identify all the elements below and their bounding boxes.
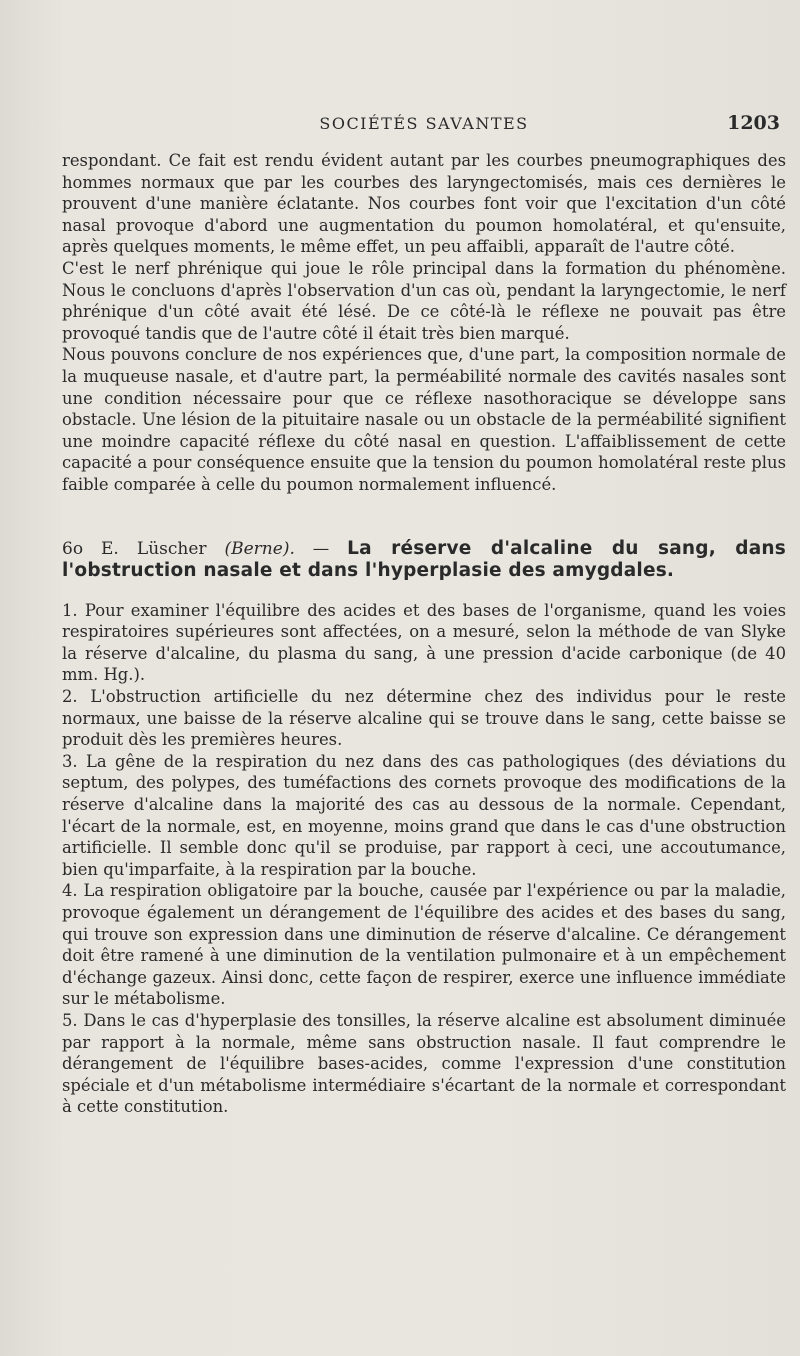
section-place: (Berne).: [224, 538, 295, 559]
numbered-item: 4. La respiration obligatoire par la bouche, causée par l'expérience ou par la maladie, provoque également un dérangement de l'équilibre des acides et des bases du sang, qui trouve son expression dans une diminution de réserve d'alcaline. Ce dérangement doit être ramené à une diminution de la ventilation pulmonaire et à un empêchement d'échange gazeux. Ainsi donc, cette façon de respirer, exerce une influence immédiate sur le métabolisme.: [62, 881, 786, 1009]
paragraph: respondant. Ce fait est rendu évident autant par les courbes pneumographiques des hommes normaux que par les courbes des laryngectomisés, mais ces dernières le prouvent d'une manière éclatante. Nos courbes font voir que l'excitation d'un côté nasal provoque d'abord une augmentation du poumon homolatéral, et qu'ensuite, après quelques moments, le même effet, un peu affaibli, apparaît de l'autre côté.: [62, 151, 786, 257]
section-dash: —: [312, 538, 330, 558]
section-heading: La réserve d'alcaline du sang, dans l'obstruction nasale et dans l'hyperplasie des amygdales.: [62, 537, 786, 582]
article-body: [62, 150, 786, 1118]
paragraph: C'est le nerf phrénique qui joue le rôle principal dans la formation du phénomène. Nous le concluons d'après l'observation d'un cas où, pendant la laryngectomie, le nerf phrénique d'un côté avait été lésé. De ce côté-là le réflexe ne pouvait pas être provoqué tandis que de l'autre côté il était très bien marqué.: [62, 258, 786, 343]
section-title: [62, 538, 786, 582]
numbered-item: 3. La gêne de la respiration du nez dans des cas pathologiques (des déviations du septum, des polypes, des tuméfactions des cornets provoque des modifications de la réserve d'alcaline dans la majorité des cas au dessous de la normale. Cependant, l'écart de la normale, est, en moyenne, moins grand que dans le cas d'une obstruction artificielle. Il semble donc qu'il se produise, par rapport à ceci, une accoutumance, bien qu'imparfaite, à la respiration par la bouche.: [62, 751, 786, 879]
paragraph: Nous pouvons conclure de nos expériences que, d'une part, la composition normale de la muqueuse nasale, et d'autre part, la perméabilité normale des cavités nasales sont une condition nécessaire pour que ce réflexe nasothoracique se développe sans obstacle. Une lésion de la pituitaire nasale ou un obstacle de la perméabilité signifient une moindre capacité réflexe du côté nasal en question. L'affaiblissement de cette capacité a pour conséquence ensuite que la tension du poumon homolatéral reste plus faible comparée à celle du poumon normalement influencé.: [62, 345, 786, 494]
running-head: SOCIÉTÉS SAVANTES: [319, 114, 529, 133]
page-header: [62, 112, 786, 136]
numbered-item: 5. Dans le cas d'hyperplasie des tonsilles, la réserve alcaline est absolument diminuée par rapport à la normale, même sans obstruction nasale. Il faut comprendre le dérangement de l'équilibre bases-acides, comme l'expression d'une constitution spéciale et d'un métabolisme intermédiaire s'écartant de la normale et correspondant à cette constitution.: [62, 1010, 786, 1117]
section-author: E. Lüscher: [101, 538, 207, 559]
section-number: 6o: [62, 538, 84, 559]
page-number: 1203: [727, 112, 780, 134]
numbered-item: 1. Pour examiner l'équilibre des acides et des bases de l'organisme, quand les voies respiratoires supérieures sont affectées, on a mesuré, selon la méthode de van Slyke la réserve d'alcaline, du plasma du sang, à une pression d'acide carbonique (de 40 mm. Hg.).: [62, 600, 786, 685]
numbered-item: 2. L'obstruction artificielle du nez détermine chez des individus pour le reste normaux, une baisse de la réserve alcaline qui se trouve dans le sang, cette baisse se produit dès les premières heures.: [62, 687, 786, 750]
